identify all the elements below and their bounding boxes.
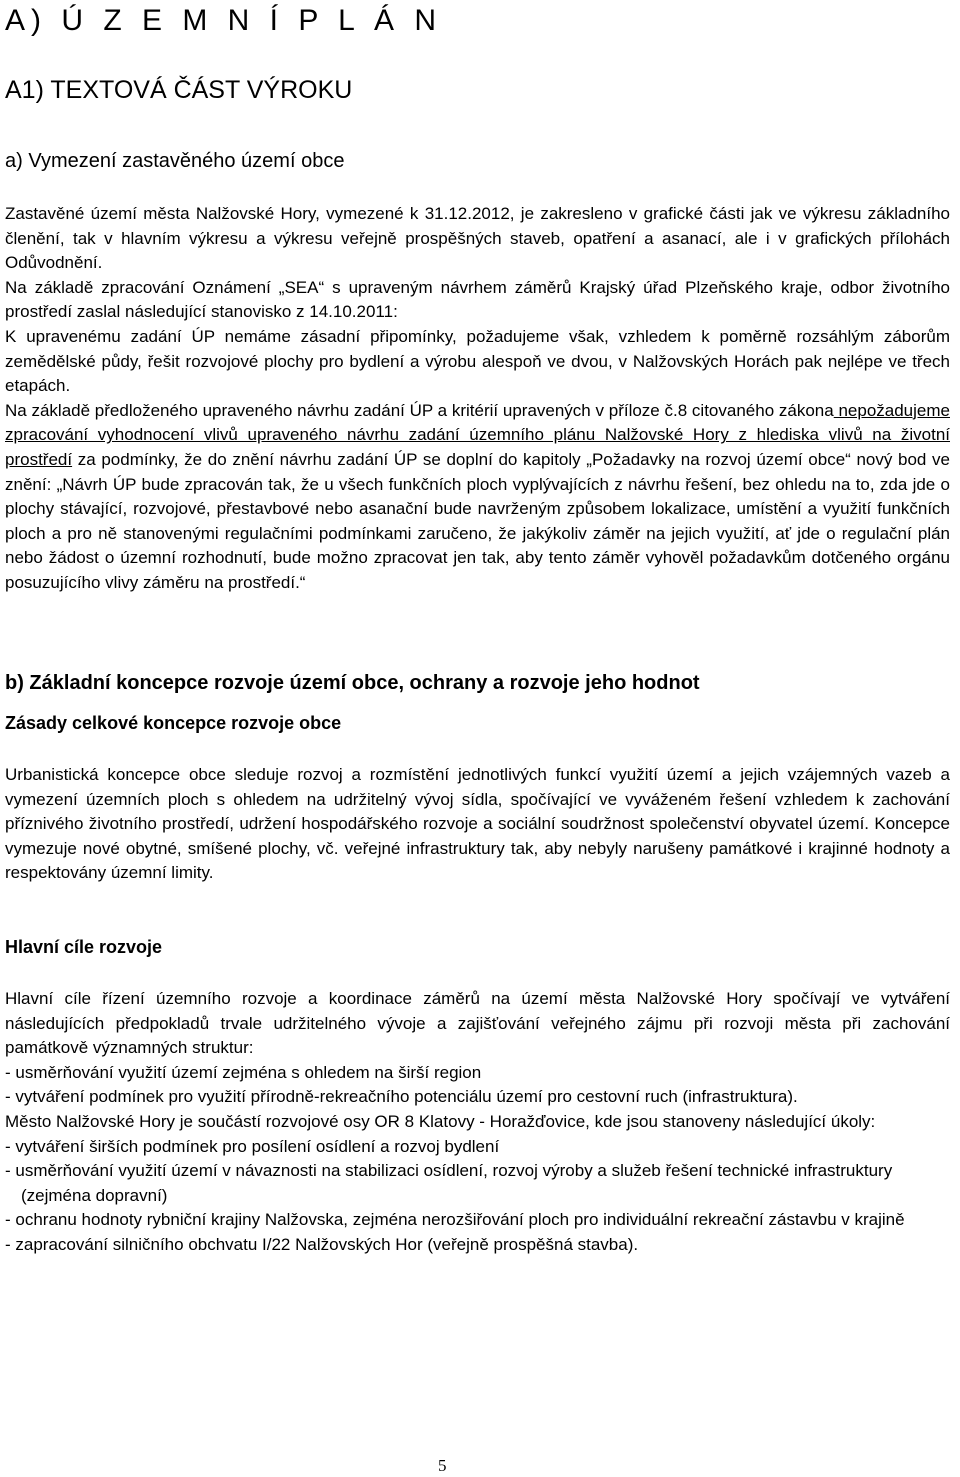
- section-b-body: [5, 987, 950, 1258]
- list-item: - ochranu hodnoty rybniční krajiny Nalžovska, zejména nerozšiřování ploch pro individuální rekreační zástavbu v krajině: [5, 1210, 905, 1230]
- paragraph-text: za podmínky, že do znění návrhu zadání ÚP se doplní do kapitoly „Požadavky na rozvoj území obce“ nový bod ve znění: „Návrh ÚP bude zpracován tak, že u všech funkčních ploch vyplývajících z návrhu řešení, bez ohledu na to, zda jde o plochy stávající, rozvojové, přestavbové nebo asanační bude navrženým způsobem lokalizace, umístění a využití funkčních ploch a pro ně stanovenými regulačními podmínkami zaručeno, že jakýkoliv záměr na jejich využití, ať jde o regulační plán nebo žádost o územní rozhodnutí, bude možno zpracovat jen tak, aby tento záměr vyhověl požadavkům dotčeného orgánu posuzujícího vlivy záměru na prostředí.“: [5, 449, 950, 592]
- section-b-heading: b) Základní koncepce rozvoje území obce, ochrany a rozvoje jeho hodnot: [5, 672, 700, 694]
- paragraph: [5, 399, 950, 596]
- underlined-text: nepožadujeme zpracování vyhodnocení vlivů upraveného návrhu zadání územního plánu Nalžovské Hory z hlediska vlivů na životní prostředí: [5, 400, 950, 469]
- section-a-heading: a) Vymezení zastavěného území obce: [5, 150, 345, 172]
- list-item: - zapracování silničního obchvatu I/22 Nalžovských Hor (veřejně prospěšná stavba).: [5, 1234, 639, 1254]
- paragraph: Zastavěné území města Nalžovské Hory, vymezené k 31.12.2012, je zakresleno v grafické části jak ve výkresu základního členění, tak v hlavním výkresu a výkresu veřejně prospěšných staveb, opatření a asanací, ale i v grafických přílohách Odůvodnění.: [5, 204, 950, 273]
- paragraph-text: Na základě předloženého upraveného návrhu zadání ÚP a kritérií upravených v příloze č.8 citovaného zákona: [5, 400, 834, 420]
- section-a-body: [5, 202, 950, 596]
- list-item: - usměrňování využití území zejména s ohledem na širší region: [5, 1062, 482, 1082]
- paragraph: Město Nalžovské Hory je součástí rozvojové osy OR 8 Klatovy - Horažďovice, kde jsou stanoveny následující úkoly:: [5, 1111, 876, 1131]
- page-number: 5: [438, 1456, 447, 1475]
- paragraph: Na základě zpracování Oznámení „SEA“ s upraveným návrhem záměrů Krajský úřad Plzeňského kraje, odbor životního prostředí zaslal následující stanovisko z 14.10.2011:: [5, 277, 950, 322]
- list-item: - vytváření podmínek pro využití přírodně-rekreačního potenciálu území pro cestovní ruch (infrastruktura).: [5, 1087, 798, 1107]
- paragraph: Hlavní cíle řízení územního rozvoje a koordinace záměrů na území města Nalžovské Hory spočívají ve vytváření následujících předpokladů trvale udržitelného vývoje a zajišťování veřejného zájmu při rozvoji města při zachování památkově významných struktur:: [5, 989, 950, 1058]
- list-item: - vytváření širších podmínek pro posílení osídlení a rozvoj bydlení: [5, 1136, 500, 1156]
- section-b-subheading-2: Hlavní cíle rozvoje: [5, 937, 163, 957]
- document-subtitle: A1) TEXTOVÁ ČÁST VÝROKU: [5, 76, 353, 104]
- document-title: A) Ú Z E M N Í P L Á N: [5, 4, 443, 37]
- paragraph: K upravenému zadání ÚP nemáme zásadní připomínky, požadujeme však, vzhledem k poměrně rozsáhlým záborům zemědělské půdy, řešit rozvojové plochy pro bydlení a výrobu alespoň ve dvou, v Nalžovských Horách pak nejlépe ve třech etapách.: [5, 326, 950, 396]
- section-b-paragraph-1: Urbanistická koncepce obce sleduje rozvoj a rozmístění jednotlivých funkcí využití území a jejich vzájemných vazeb a vymezení územních ploch s ohledem na udržitelný vývoj sídla, spočívající ve vyváženém řešení vzhledem k zachování příznivého životního prostředí, udržení hospodářského rozvoje a sociální soudržnost společenství obyvatel území. Koncepce vymezuje nové obytné, smíšené plochy, vč. veřejné infrastruktury tak, aby nebyly narušeny památkové i krajinné hodnoty a respektovány územní limity.: [5, 765, 950, 883]
- section-b-subheading-1: Zásady celkové koncepce rozvoje obce: [5, 713, 342, 733]
- list-item: - usměrňování využití území v návaznosti na stabilizaci osídlení, rozvoj výroby a služeb řešení technické infrastruktury (zejména dopravní): [5, 1161, 893, 1205]
